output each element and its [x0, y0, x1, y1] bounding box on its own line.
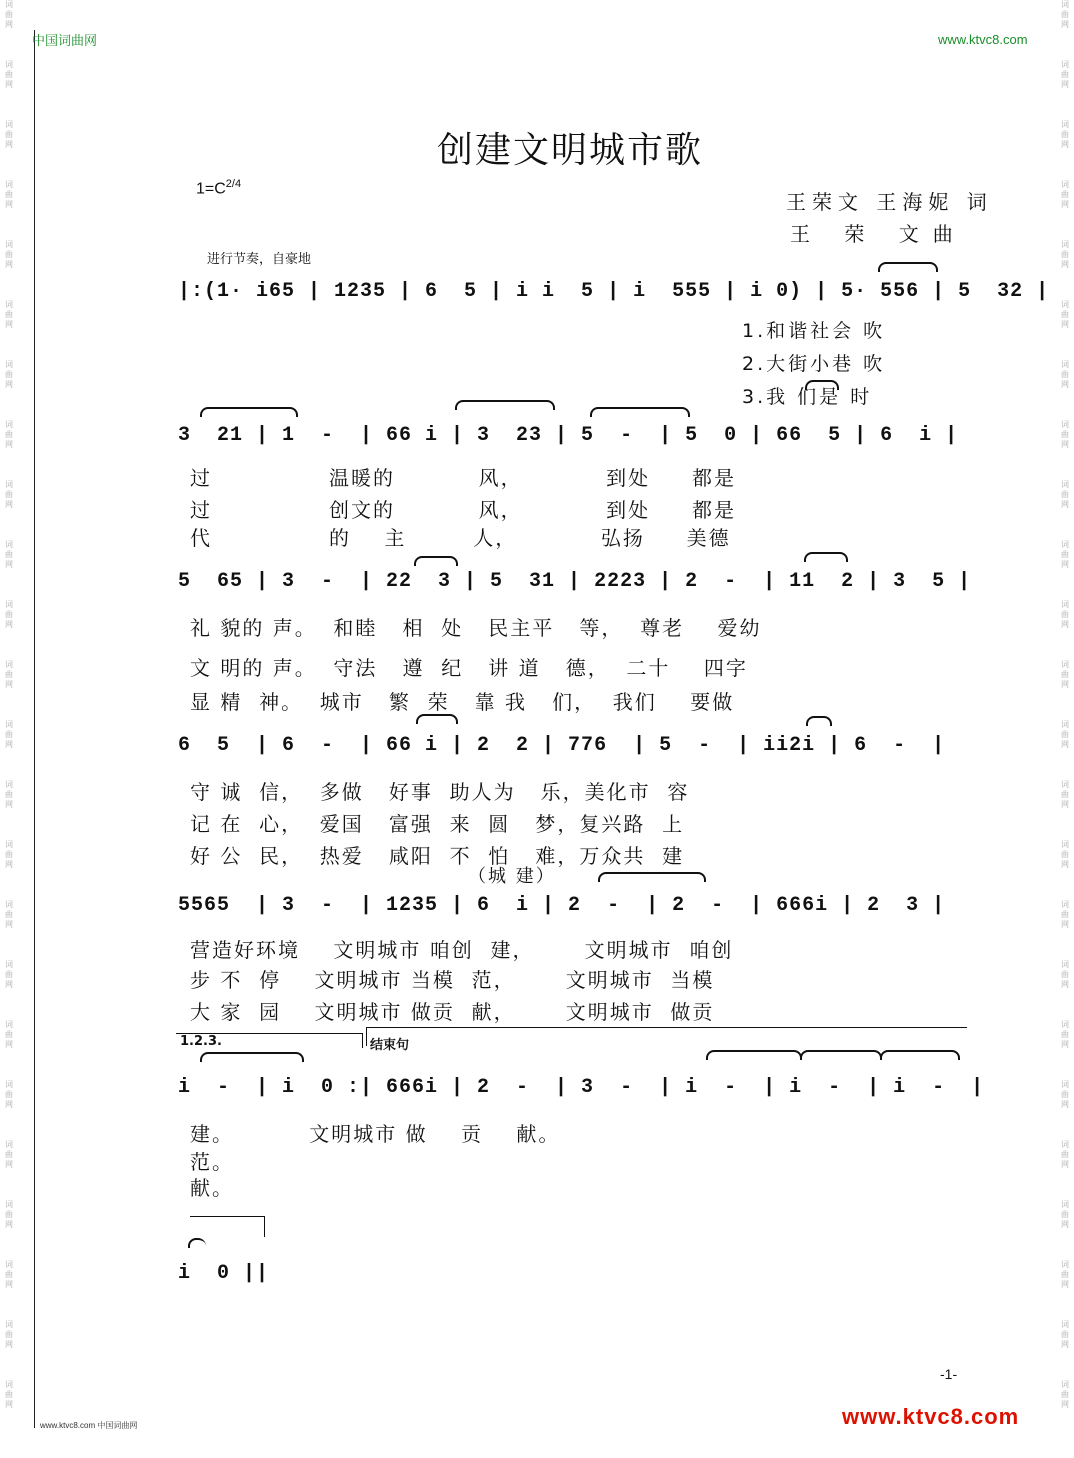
slur	[804, 552, 848, 562]
ending-bracket	[190, 1216, 265, 1237]
slur	[878, 262, 938, 272]
slur	[416, 714, 458, 724]
watermark-text: 词 曲 网	[1061, 960, 1069, 989]
watermark-text: 词 曲 网	[5, 0, 13, 29]
watermark-text: 词 曲 网	[1061, 0, 1069, 29]
watermark-text: 词 曲 网	[5, 1260, 13, 1289]
watermark-text: 词 曲 网	[1061, 780, 1069, 809]
watermark-text: 词 曲 网	[5, 240, 13, 269]
margin-rule	[34, 30, 35, 1428]
tempo-marking: 进行节奏，自豪地	[207, 252, 312, 267]
lyric-line: 代 的 主 人， 弘扬 美德	[190, 526, 731, 550]
site-url-right[interactable]: www.ktvc8.com	[938, 32, 1028, 47]
slur	[200, 1052, 304, 1062]
watermark-text: 词 曲 网	[1061, 1140, 1069, 1169]
watermark-text: 词 曲 网	[5, 1020, 13, 1049]
notation-line-4: 6 5 | 6 - | 66 i | 2 2 | 776 | 5 - | ii2i | 6 - |	[178, 734, 946, 757]
lyric-line: 好 公 民， 热爱 咸阳 不 怕 难，万众共 建	[190, 844, 685, 868]
watermark-text: 词 曲 网	[1061, 1320, 1069, 1349]
lyric-line: 文 明的 声。 守法 遵 纪 讲 道 德， 二十 四字	[190, 656, 748, 680]
watermark-text: 词 曲 网	[5, 600, 13, 629]
lyric-line: 记 在 心， 爱国 富强 来 圆 梦，复兴路 上	[190, 812, 685, 836]
watermark-text: 词 曲 网	[1061, 120, 1069, 149]
verse-start-3: 3.我 们是 时	[742, 386, 873, 408]
watermark-text: 词 曲 网	[5, 1200, 13, 1229]
watermark-text: 词 曲 网	[5, 900, 13, 929]
lyric-line: 显 精 神。 城市 繁 荣 靠 我 们， 我们 要做	[190, 690, 735, 714]
watermark-text: 词 曲 网	[5, 1140, 13, 1169]
watermark-text: 词 曲 网	[5, 360, 13, 389]
verse-start-2: 2.大街小巷 吹	[742, 353, 886, 375]
lyric-line: 守 诚 信， 多做 好事 助人为 乐，美化市 容	[190, 780, 690, 804]
slur	[805, 380, 839, 390]
slur	[598, 872, 706, 882]
footer-credit: www.ktvc8.com 中国词曲网	[40, 1421, 138, 1430]
watermark-text: 词 曲 网	[5, 840, 13, 869]
notation-line-7: i 0 ||	[178, 1262, 270, 1285]
notation-line-3: 5 65 | 3 - | 22 3 | 5 31 | 2223 | 2 - | 11 2 | 3 5 |	[178, 570, 972, 593]
slur	[455, 400, 555, 410]
watermark-text: 词 曲 网	[1061, 600, 1069, 629]
watermark-text: 词 曲 网	[1061, 1020, 1069, 1049]
site-name-left[interactable]: 中国词曲网	[32, 33, 98, 48]
watermark-text: 词 曲 网	[1061, 360, 1069, 389]
lyric-line: 大 家 园 文明城市 做贡 献， 文明城市 做贡	[190, 1000, 715, 1024]
watermark-text: 词 曲 网	[5, 300, 13, 329]
watermark-text: 词 曲 网	[5, 180, 13, 209]
watermark-text: 词 曲 网	[1061, 900, 1069, 929]
lyric-line: 献。	[190, 1176, 234, 1200]
watermark-text: 词 曲 网	[5, 1080, 13, 1109]
watermark-text: 词 曲 网	[5, 960, 13, 989]
watermark-text: 词 曲 网	[1061, 420, 1069, 449]
watermark-text: 词 曲 网	[1061, 1260, 1069, 1289]
composer-credit: 王 荣 文曲	[790, 222, 967, 246]
slur	[590, 407, 690, 417]
watermark-text: 词 曲 网	[1061, 1200, 1069, 1229]
left-watermark	[2, 0, 16, 1440]
watermark-text: 词 曲 网	[5, 60, 13, 89]
page-number: -1-	[940, 1366, 958, 1382]
watermark-text: 词 曲 网	[5, 720, 13, 749]
time-signature: 2/4	[225, 178, 242, 190]
slur	[706, 1050, 802, 1060]
slur	[200, 407, 298, 417]
right-watermark	[1058, 0, 1072, 1440]
lyric-line: 步 不 停 文明城市 当模 范， 文明城市 当模	[190, 968, 715, 992]
watermark-text: 词 曲 网	[1061, 60, 1069, 89]
watermark-text: 词 曲 网	[1061, 720, 1069, 749]
watermark-text: 词 曲 网	[5, 420, 13, 449]
coda-label: 结束句	[370, 1038, 410, 1053]
watermark-text: 词 曲 网	[1061, 840, 1069, 869]
site-url-logo[interactable]: www.ktvc8.com	[842, 1404, 1020, 1429]
watermark-text: 词 曲 网	[1061, 1080, 1069, 1109]
lyric-annotation: （城 建）	[468, 866, 556, 887]
watermark-text: 词 曲 网	[5, 1320, 13, 1349]
lyric-line: 建。 文明城市 做 贡 献。	[190, 1122, 561, 1146]
watermark-text: 词 曲 网	[1061, 1380, 1069, 1409]
lyric-line: 范。	[190, 1150, 234, 1174]
watermark-text: 词 曲 网	[5, 540, 13, 569]
notation-line-2: 3 21 | 1 - | 66 i | 3 23 | 5 - | 5 0 | 66 5 | 6 i |	[178, 424, 959, 447]
lyric-line: 营造好环境 文明城市 咱创 建， 文明城市 咱创	[190, 938, 734, 962]
notation-line-6: i - | i 0 :| 666i | 2 - | 3 - | i - | i - | i - |	[178, 1076, 985, 1099]
watermark-text: 词 曲 网	[1061, 300, 1069, 329]
lyricist-credit: 王荣文 王海妮 词	[786, 190, 993, 214]
slur	[188, 1238, 206, 1248]
watermark-text: 词 曲 网	[5, 780, 13, 809]
song-title: 创建文明城市歌	[436, 130, 703, 171]
watermark-text: 词 曲 网	[1061, 480, 1069, 509]
verse-start-1: 1.和谐社会 吹	[742, 320, 886, 342]
watermark-text: 词 曲 网	[5, 480, 13, 509]
watermark-text: 词 曲 网	[1061, 180, 1069, 209]
notation-line-1: |:(1· i65 | 1235 | 6 5 | i i 5 | i 555 | i 0) | 5· 556 | 5 32 |	[178, 280, 1050, 303]
watermark-text: 词 曲 网	[1061, 540, 1069, 569]
watermark-text: 词 曲 网	[1061, 240, 1069, 269]
coda-bracket	[366, 1027, 967, 1046]
watermark-text: 词 曲 网	[5, 660, 13, 689]
lyric-line: 过 创文的 风， 到处 都是	[190, 498, 736, 522]
watermark-text: 词 曲 网	[1061, 660, 1069, 689]
lyric-line: 过 温暖的 风， 到处 都是	[190, 466, 736, 490]
lyric-line: 礼 貌的 声。 和睦 相 处 民主平 等， 尊老 爱幼	[190, 616, 762, 640]
watermark-text: 词 曲 网	[5, 120, 13, 149]
slur	[414, 556, 458, 566]
slur	[806, 716, 832, 726]
notation-line-5: 5565 | 3 - | 1235 | 6 i | 2 - | 2 - | 666i | 2 3 |	[178, 894, 946, 917]
watermark-text: 词 曲 网	[5, 1380, 13, 1409]
slur	[800, 1050, 882, 1060]
slur	[880, 1050, 960, 1060]
first-ending-label: 1.2.3.	[180, 1034, 222, 1049]
key-signature: $1=C^{2/4}$	[196, 178, 242, 198]
